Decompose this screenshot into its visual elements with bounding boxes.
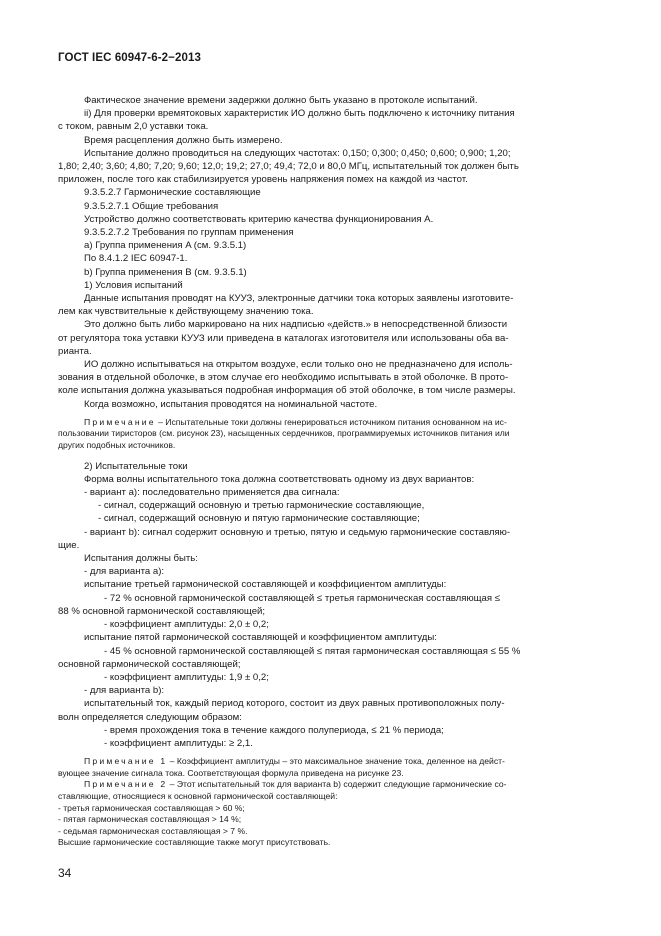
list-item: - вариант b): сигнал содержит основную и третью, пятую и седьмую гармонические составляю-: [84, 526, 511, 538]
list-item: - вариант a): последовательно применяется два сигнала:: [84, 487, 340, 499]
paragraph: ii) Для проверки времятоковых характеристик ИО должно быть подключено к источнику питания: [84, 108, 515, 120]
page-number: 34: [58, 866, 72, 880]
list-item: - для варианта a):: [84, 566, 165, 578]
paragraph: испытание третьей гармонической составляющей и коэффициентом амплитуды:: [84, 579, 447, 591]
list-item: - для варианта b):: [84, 685, 165, 697]
paragraph: испытательный ток, каждый период которого, состоит из двух равных противоположных полу-: [84, 698, 505, 710]
section-heading: 9.3.5.2.7 Гармонические составляющие: [84, 187, 261, 199]
paragraph: Устройство должно соответствовать критерию качества функционирования А.: [84, 213, 434, 225]
list-item: - сигнал, содержащий основную и пятую гармонические составляющие;: [98, 513, 420, 525]
paragraph: Фактическое значение времени задержки должно быть указано в протоколе испытаний.: [84, 95, 478, 106]
paragraph: ИО должно испытываться на открытом воздухе, если только оно не предназначено для исполь-: [84, 359, 513, 371]
list-item: - сигнал, содержащий основную и третью гармонические составляющие,: [98, 500, 425, 512]
list-item: - 72 % основной гармонической составляющей ≤ третья гармоническая составляющая ≤: [104, 592, 501, 604]
paragraph: Это должно быть либо маркировано на них надписью «действ.» в непосредственной близости: [84, 319, 508, 331]
paragraph: Форма волны испытательного тока должна соответствовать одному из двух вариантов:: [84, 473, 475, 485]
note-text: – Этот испытательный ток для варианта b) содержит следующие гармонические со-: [167, 779, 507, 790]
paragraph: 2) Испытательные токи: [84, 460, 188, 472]
note-text: – Коэффициент амплитуды – это максимальное значение тока, деленное на дейст-: [167, 756, 505, 767]
list-item: - коэффициент амплитуды: 2,0 ± 0,2;: [104, 619, 269, 631]
paragraph: Данные испытания проводят на КУУЗ, электронные датчики тока которых заявлены изготовите-: [84, 293, 514, 305]
note-text: Высшие гармонические составляющие также могут присутствовать.: [58, 837, 331, 848]
list-item: - время прохождения тока в течение каждого полупериода, ≤ 21 % периода;: [104, 724, 444, 736]
note-text: - седьмая гармоническая составляющая > 7 %.: [58, 825, 248, 836]
paragraph: с током, равным 2,0 уставки тока.: [58, 121, 209, 133]
section-heading: 9.3.5.2.7.2 Требования по группам применения: [84, 227, 294, 239]
paragraph: По 8.4.1.2 IEC 60947-1.: [84, 253, 188, 265]
paragraph: от регулятора тока уставки КУУЗ или приведена в каталогах изготовителя или использованы оба ва-: [58, 332, 509, 344]
note-text: - пятая гармоническая составляющая > 14 %;: [58, 814, 242, 825]
paragraph: испытание пятой гармонической составляющей и коэффициентом амплитуды:: [84, 632, 437, 644]
paragraph: зования в отдельной оболочке, в этом случае его необходимо испытывать в этой оболочке. В прото-: [58, 372, 509, 384]
note-label: Примечание: [84, 416, 156, 427]
paragraph: a) Группа применения A (см. 9.3.5.1): [84, 240, 247, 252]
paragraph: основной гармонической составляющей;: [58, 658, 241, 670]
list-item: - 45 % основной гармонической составляющей ≤ пятая гармоническая составляющая ≤ 55 %: [104, 645, 521, 657]
paragraph: Время расцепления должно быть измерено.: [84, 134, 283, 146]
paragraph: приложен, после того как стабилизируется уровень напряжения помех на каждой из частот.: [58, 174, 468, 186]
note-2: [58, 756, 591, 849]
paragraph: Испытание должно проводиться на следующих частотах: 0,150; 0,300; 0,450; 0,600; 0,900; 1,20;: [84, 147, 511, 159]
list-item: - коэффициент амплитуды: ≥ 2,1.: [104, 737, 253, 749]
note-text: - третья гармоническая составляющая > 60 %;: [58, 802, 245, 813]
note-text: вующее значение сигнала тока. Соответствующая формула приведена на рисунке 23.: [58, 767, 404, 778]
paragraph: волн определяется следующим образом:: [58, 711, 242, 723]
note-text: пользовании тиристоров (см. рисунок 23), насыщенных сердечников, программируемых источников питания или: [58, 428, 510, 439]
note-text: других подобных источников.: [58, 440, 176, 451]
paragraph: Испытания должны быть:: [84, 553, 198, 565]
note-label: Примечание 2: [84, 779, 168, 790]
page-content: [58, 94, 591, 849]
paragraph: 1,80; 2,40; 3,60; 4,80; 7,20; 9,60; 12,0; 19,2; 27,0; 49,4; 72,0 и 80,0 МГц, испытательный ток должен быть: [58, 161, 519, 173]
paragraph: Когда возможно, испытания проводятся на номинальной частоте.: [84, 398, 378, 410]
paragraph: лем как чувствительные к действующему значению тока.: [58, 306, 314, 318]
paragraph: 1) Условия испытаний: [84, 279, 183, 291]
note-1: [58, 416, 591, 452]
note-text: ставляющие, относящиеся к основной гармонической составляющей:: [58, 790, 338, 801]
paragraph: щие.: [58, 539, 80, 551]
list-item: - коэффициент амплитуды: 1,9 ± 0,2;: [104, 671, 269, 683]
note-text: – Испытательные токи должны генерироваться источником питания основанном на ис-: [155, 416, 507, 427]
paragraph: b) Группа применения B (см. 9.3.5.1): [84, 266, 247, 278]
paragraph: коле испытания должна указываться подробная информация об этой оболочке, в том числе размеры.: [58, 385, 516, 397]
section-heading: 9.3.5.2.7.1 Общие требования: [84, 200, 219, 212]
paragraph: 88 % основной гармонической составляющей;: [58, 605, 266, 617]
paragraph: рианта.: [58, 345, 92, 357]
document-header: ГОСТ IEC 60947-6-2−2013: [58, 52, 201, 64]
note-label: Примечание 1: [84, 756, 168, 767]
